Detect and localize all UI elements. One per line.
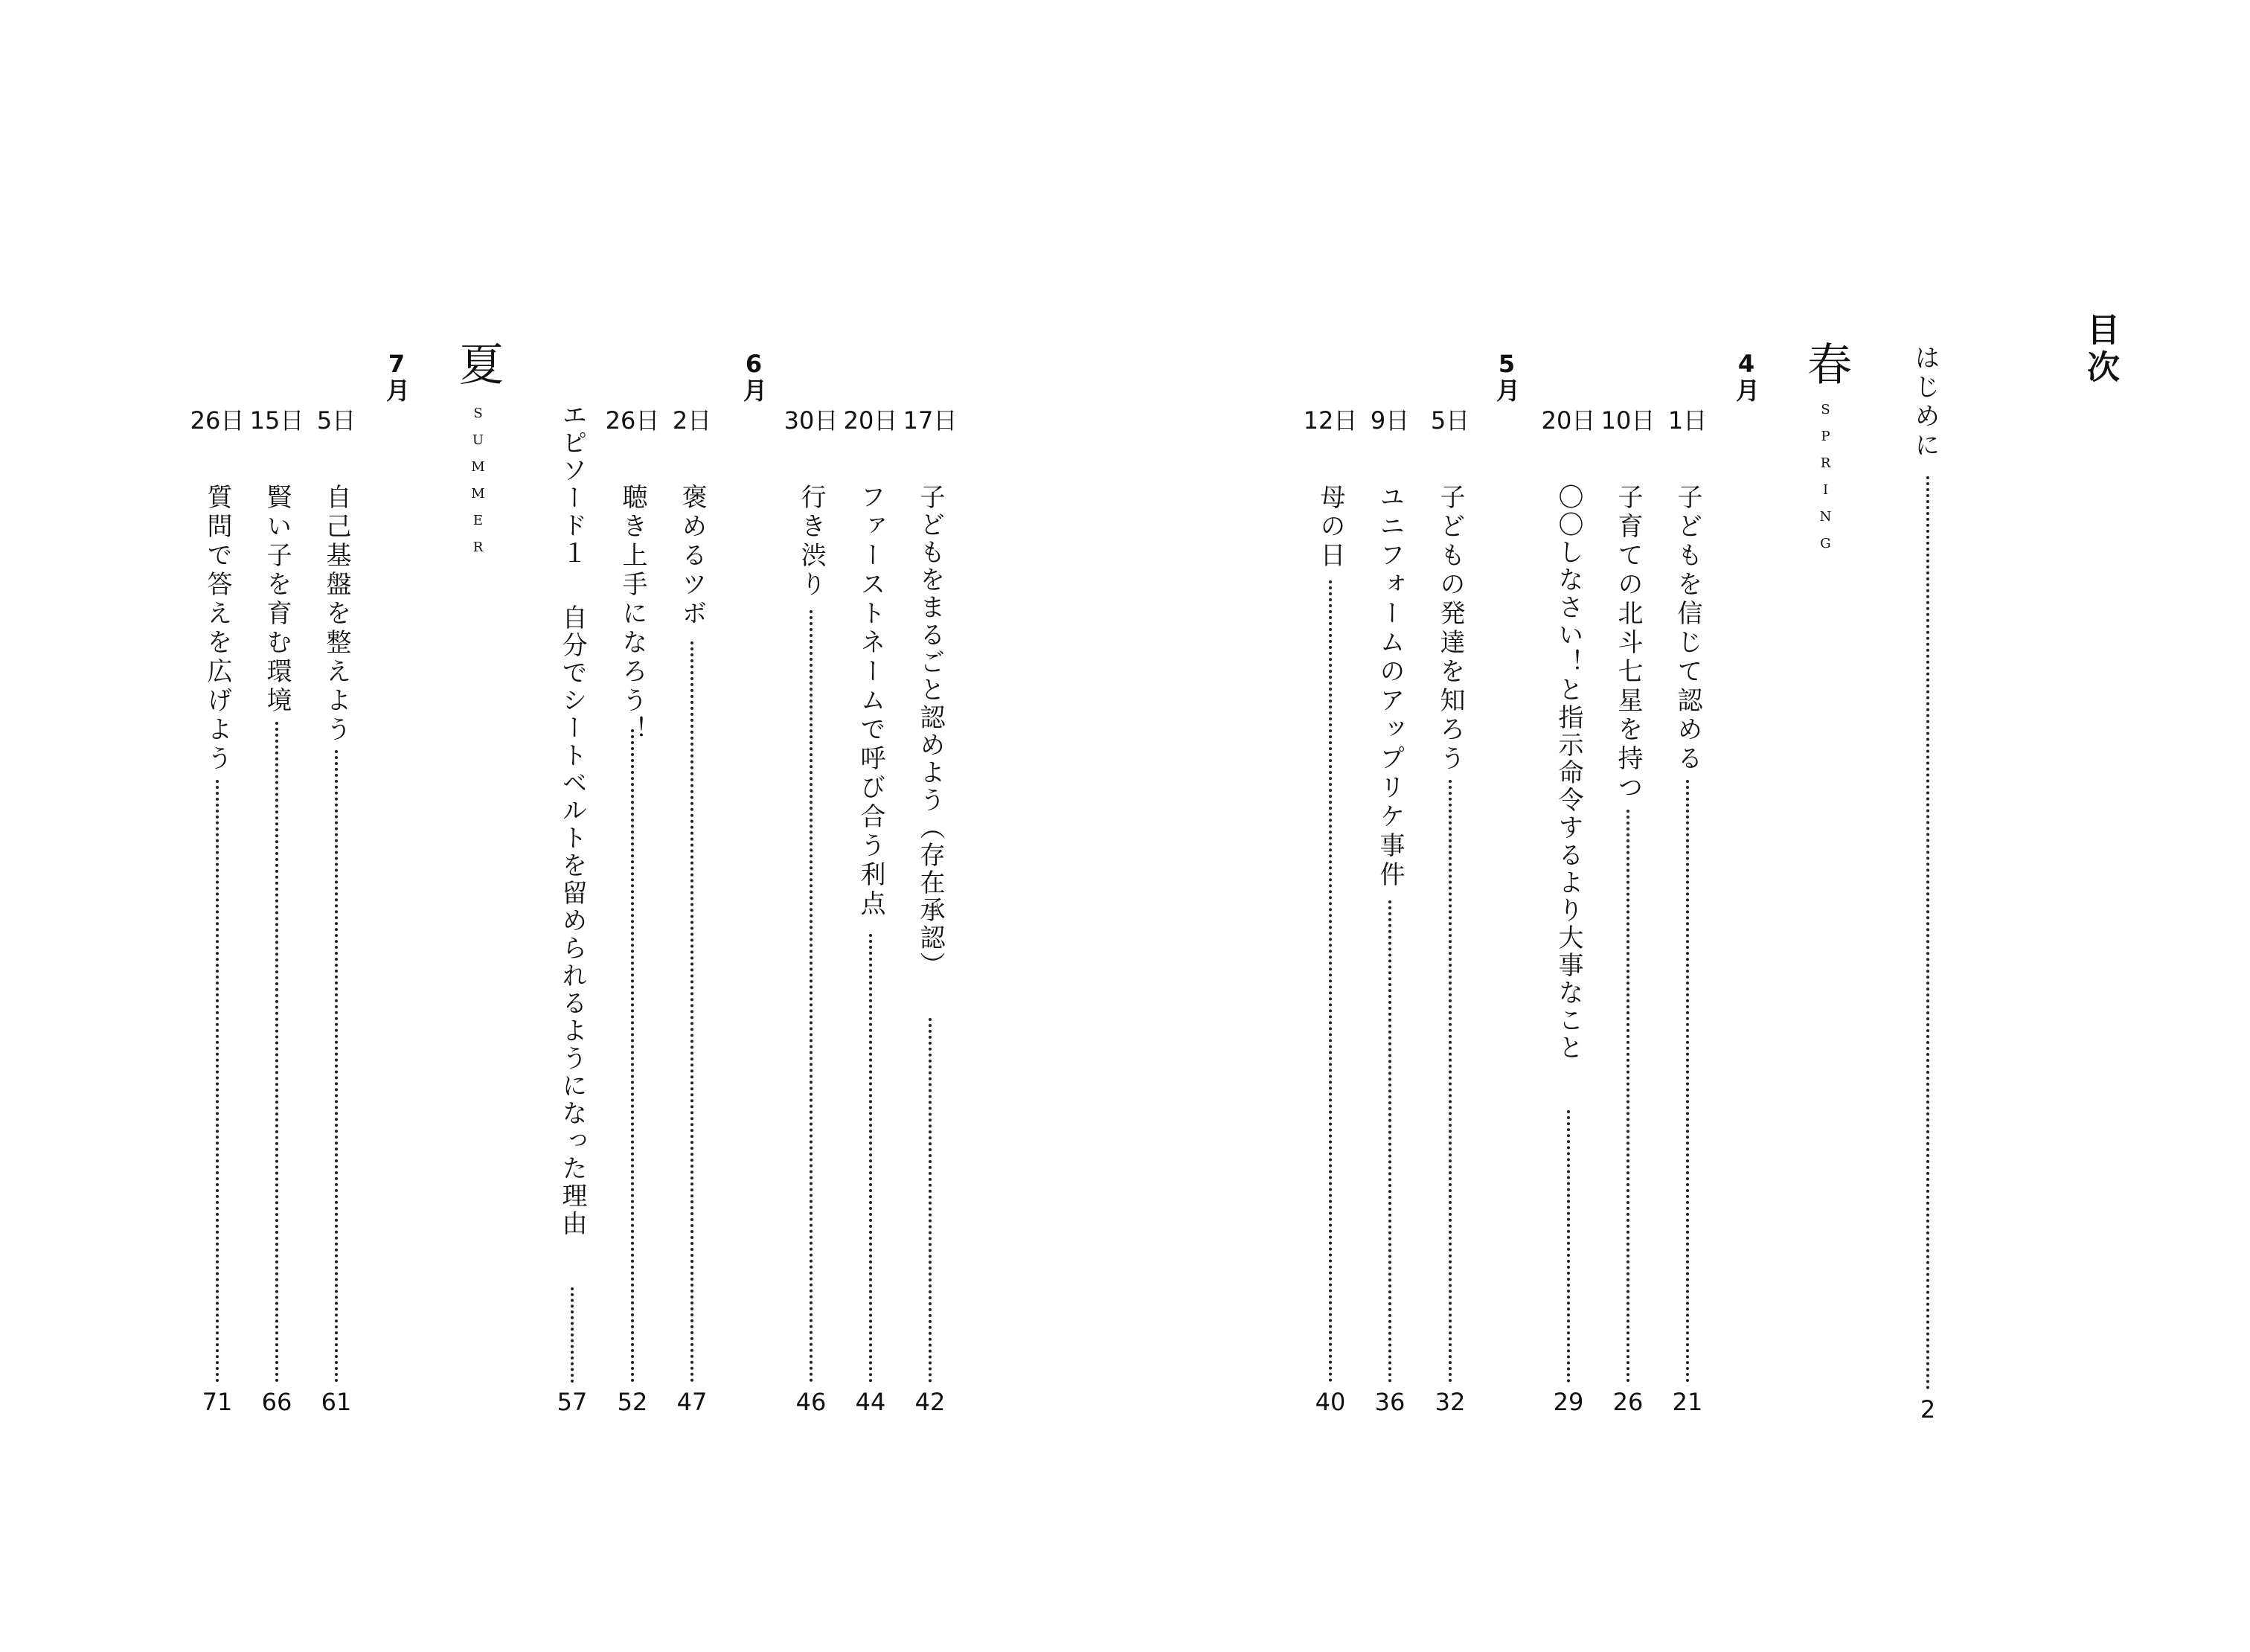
day-label: 10日	[1600, 406, 1656, 435]
day-label: 30日	[783, 406, 839, 435]
season-summer-kanji: 夏	[452, 341, 504, 385]
day-label: 26日	[190, 406, 245, 435]
entry-day	[1301, 402, 1360, 436]
entry-day	[1658, 402, 1717, 436]
day-label: 17日	[903, 406, 958, 435]
entry-page: 61	[321, 1388, 352, 1416]
entry-day	[1360, 402, 1420, 436]
entry-day	[900, 402, 960, 436]
entry-page: 46	[795, 1388, 827, 1416]
month-april: 4月	[1732, 350, 1760, 402]
entry-day	[1598, 402, 1658, 436]
entry-page: 29	[1553, 1388, 1584, 1416]
entry-day	[841, 402, 900, 436]
leader-dots	[335, 750, 338, 1383]
episode-label: エピソード１	[557, 402, 587, 567]
entry-title: 賢い子を育む環境	[262, 484, 292, 716]
leader-dots	[1626, 810, 1629, 1383]
entry-intro-title: はじめに	[1910, 345, 1940, 461]
leader-dots	[275, 722, 278, 1383]
leader-dots	[631, 729, 634, 1383]
entry-title: ファーストネームで呼び合う利点	[856, 484, 885, 919]
entry-page: 40	[1315, 1388, 1346, 1416]
episode-page: 57	[557, 1388, 588, 1416]
entry-page: 21	[1672, 1388, 1703, 1416]
entry-day	[247, 402, 307, 436]
leader-dots	[1686, 780, 1689, 1383]
entry-title: 褒めるツボ	[677, 484, 707, 629]
month-may: 5月	[1493, 350, 1521, 402]
entry-day	[781, 402, 841, 436]
entry-page: 71	[202, 1388, 233, 1416]
leader-dots	[1926, 476, 1929, 1390]
leader-dots	[216, 780, 219, 1383]
episode-title: 自分でシートベルトを留められるようになった理由	[557, 604, 587, 1238]
entry-title: 母の日	[1315, 484, 1345, 571]
entry-title: 子どもをまるごと認めよう（存在承認）	[915, 484, 945, 979]
entry-day	[662, 402, 722, 436]
day-label: 2日	[672, 406, 712, 435]
entry-page: 32	[1435, 1388, 1466, 1416]
season-spring-english: SPRING	[1818, 402, 1833, 563]
entry-page: 44	[855, 1388, 886, 1416]
entry-title: 子どもを信じて認める	[1673, 484, 1702, 774]
leader-dots	[1567, 1110, 1570, 1383]
leader-dots	[929, 1018, 932, 1383]
entry-page: 42	[914, 1388, 946, 1416]
season-spring-kanji: 春	[1800, 341, 1852, 385]
entry-day	[1539, 402, 1598, 436]
entry-day	[307, 402, 366, 436]
entry-title: 質問で答えを広げよう	[202, 484, 232, 774]
entry-page: 36	[1374, 1388, 1406, 1416]
entry-day	[188, 402, 247, 436]
entry-title: 自己基盤を整えよう	[321, 484, 351, 745]
month-july: 7月	[382, 350, 411, 402]
leader-dots	[869, 934, 872, 1383]
toc-title: 目次	[2081, 313, 2119, 387]
entry-day	[603, 402, 662, 436]
leader-dots	[1449, 780, 1452, 1383]
season-summer-english: SUMMER	[470, 406, 486, 566]
month-june: 6月	[740, 350, 768, 402]
entry-title: 子育ての北斗七星を持つ	[1613, 484, 1643, 803]
leader-dots	[1388, 900, 1391, 1383]
day-label: 15日	[249, 406, 304, 435]
day-label: 5日	[316, 406, 356, 435]
entry-title: 行き渋り	[796, 484, 826, 600]
day-label: 5日	[1430, 406, 1470, 435]
day-label: 1日	[1667, 406, 1708, 435]
day-label: 12日	[1303, 406, 1358, 435]
day-label: 9日	[1370, 406, 1410, 435]
entry-title: 〇〇しなさい！と指示命令するより大事なこと	[1554, 484, 1583, 1062]
entry-page: 47	[676, 1388, 708, 1416]
entry-intro-page: 2	[1920, 1395, 1936, 1424]
day-label: 20日	[1541, 406, 1596, 435]
leader-dots	[1329, 580, 1332, 1383]
entry-title: 子どもの発達を知ろう	[1435, 484, 1465, 774]
leader-dots	[810, 610, 812, 1383]
entry-page: 52	[617, 1388, 648, 1416]
entry-title: 聴き上手になろう！	[618, 484, 647, 745]
entry-title: ユニフォームのアップリケ事件	[1375, 484, 1405, 890]
entry-page: 26	[1612, 1388, 1644, 1416]
day-label: 20日	[843, 406, 898, 435]
entry-day	[1420, 402, 1480, 436]
entry-page: 66	[261, 1388, 292, 1416]
leader-dots	[690, 641, 693, 1383]
leader-dots	[571, 1287, 574, 1383]
day-label: 26日	[605, 406, 660, 435]
